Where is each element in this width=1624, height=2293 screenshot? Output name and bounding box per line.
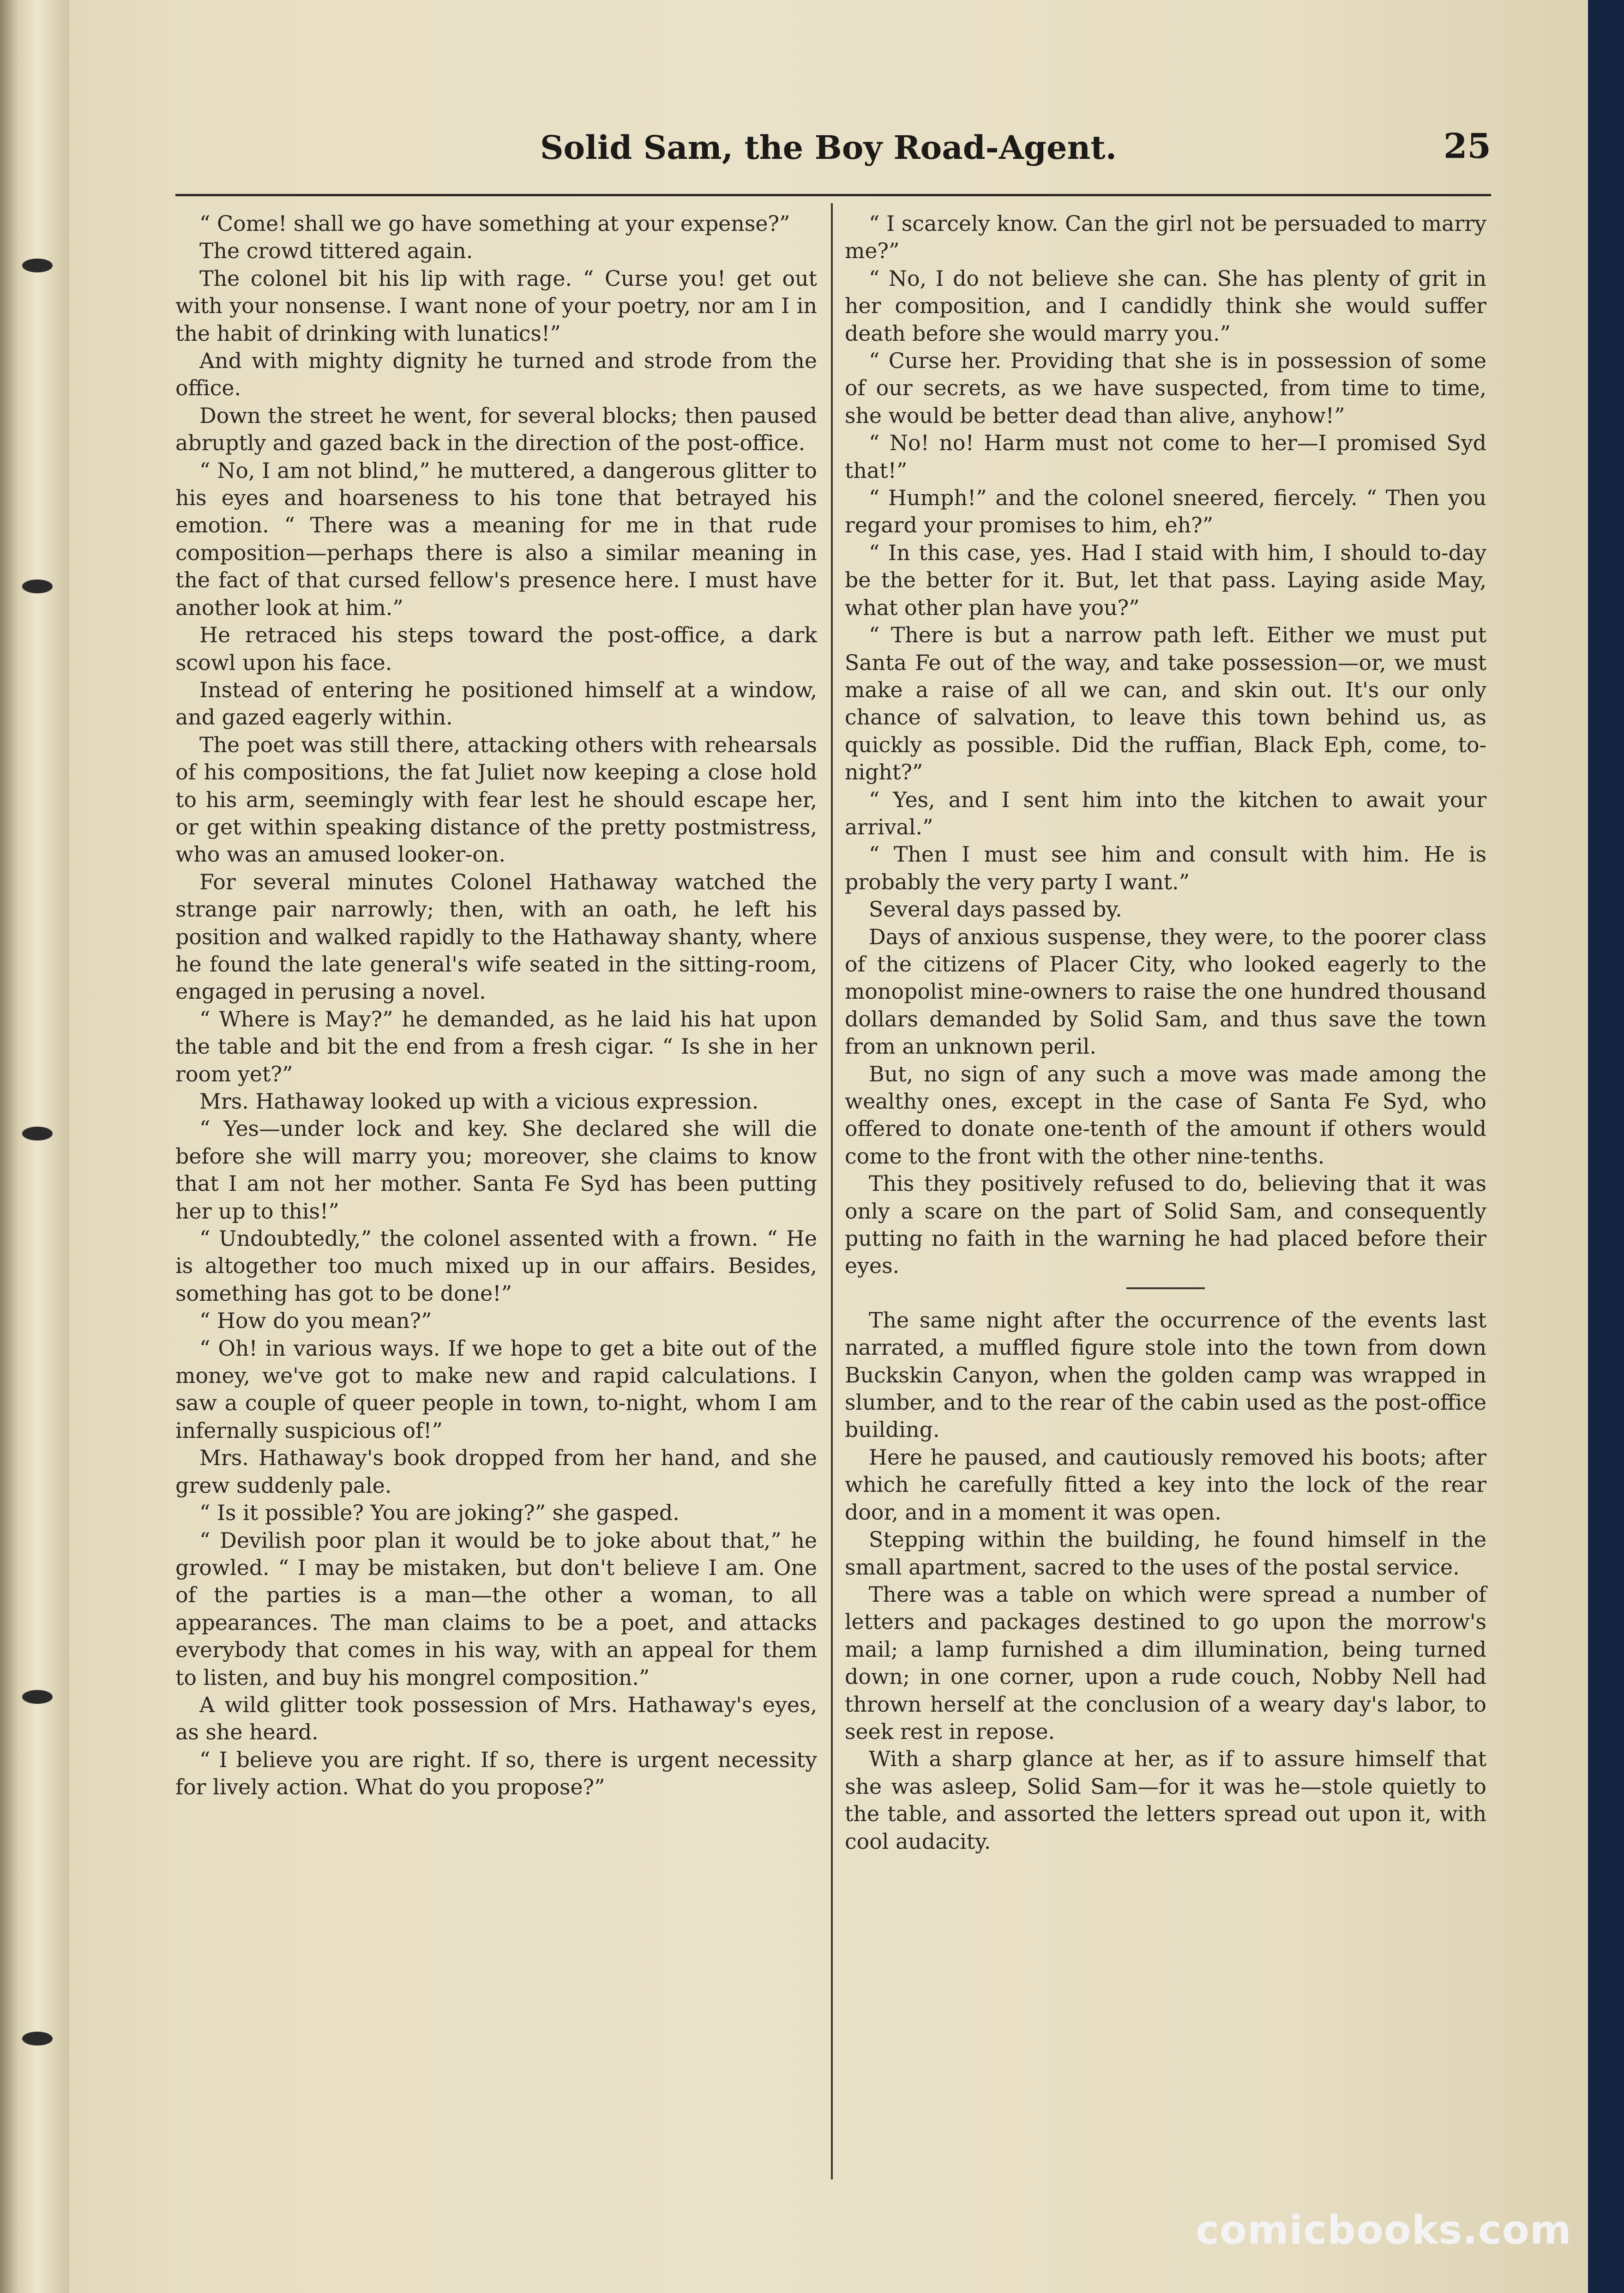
paragraph: And with mighty dignity he turned and strode from the office.: [175, 348, 817, 401]
paragraph: “ Oh! in various ways. If we hope to get a bite out of the money, we've got to make new and rapid calculations. I saw a couple of queer people in town, to-night, whom I am infernally suspicious of!”: [175, 1335, 817, 1443]
column-divider: [831, 203, 833, 2179]
paragraph: “ How do you mean?”: [199, 1308, 432, 1334]
binding-gutter: [0, 0, 69, 2293]
paragraph: The crowd tittered again.: [199, 238, 473, 264]
paragraph: A wild glitter took possession of Mrs. Hathaway's eyes, as she heard.: [175, 1692, 817, 1745]
paragraph: Instead of entering he positioned himself at a window, and gazed eagerly within.: [175, 677, 817, 730]
paragraph: “ Undoubtedly,” the colonel assented with a frown. “ He is altogether too much mixed up in our affairs. Besides, something has got to be done!”: [175, 1226, 817, 1306]
paragraph: This they positively refused to do, believing that it was only a scare on the part of Solid Sam, and consequently putting no faith in the warning he had placed before their eyes.: [845, 1171, 1486, 1279]
paragraph: “ Yes, and I sent him into the kitchen to await your arrival.”: [845, 787, 1486, 839]
right-column-part-one: [845, 210, 1486, 1280]
paragraph: Down the street he went, for several blocks; then paused abruptly and gazed back in the direction of the post-office.: [175, 403, 817, 456]
binding-hole: [22, 579, 53, 593]
paragraph: “ I scarcely know. Can the girl not be persuaded to marry me?”: [845, 211, 1486, 264]
header-rule: [175, 194, 1491, 196]
paragraph: “ There is but a narrow path left. Either we must put Santa Fe out of the way, and take possession—or, we must make a raise of all we can, and skin out. It's our only chance of salvation, to leave this town behind us, as quickly as possible. Did the ruffian, Black Eph, come, to-night?”: [845, 622, 1486, 785]
paragraph: “ In this case, yes. Had I staid with him, I should to-day be the better for it. But, let that pass. Laying aside May, what other plan have you?”: [845, 540, 1486, 620]
paragraph: The colonel bit his lip with rage. “ Curse you! get out with your nonsense. I want none of your poetry, nor am I in the habit of drinking with lunatics!”: [175, 266, 817, 346]
paragraph: “ Then I must see him and consult with him. He is probably the very party I want.”: [845, 842, 1486, 894]
paragraph: “ Where is May?” he demanded, as he laid his hat upon the table and bit the end from a fresh cigar. “ Is she in her room yet?”: [175, 1006, 817, 1086]
paragraph: With a sharp glance at her, as if to assure himself that she was asleep, Solid Sam—for it was he—stole quietly to the table, and assorted the letters spread out upon it, with cool audacity.: [845, 1746, 1486, 1854]
paragraph: He retraced his steps toward the post-office, a dark scowl upon his face.: [175, 622, 817, 675]
paragraph: “ No, I am not blind,” he muttered, a dangerous glitter to his eyes and hoarseness to his tone that betrayed his emotion. “ There was a meaning for me in that rude composition—perhaps there is also a similar meaning in the fact of that cursed fellow's presence here. I must have another look at him.”: [175, 458, 817, 620]
binding-hole: [22, 1127, 53, 1140]
paragraph: “ Curse her. Providing that she is in possession of some of our secrets, as we have suspected, from time to time, she would be better dead than alive, anyhow!”: [845, 348, 1486, 428]
binding-hole: [22, 2032, 53, 2046]
paragraph: “ Humph!” and the colonel sneered, fiercely. “ Then you regard your promises to him, eh?”: [845, 485, 1486, 538]
paragraph: Days of anxious suspense, they were, to the poorer class of the citizens of Placer City, who looked eagerly to the monopolist mine-owners to raise the one hundred thousand dollars demanded by Solid Sam, and thus save the town from an unknown peril.: [845, 924, 1486, 1059]
paragraph: Several days passed by.: [869, 897, 1122, 922]
paragraph: “ No, I do not believe she can. She has plenty of grit in her composition, and I candidly think she would suffer death before she would marry you.”: [845, 266, 1486, 346]
paragraph: For several minutes Colonel Hathaway watched the strange pair narrowly; then, with an oath, he left his position and walked rapidly to the Hathaway shanty, where he found the late general's wife seated in the sitting-room, engaged in perusing a novel.: [175, 869, 817, 1004]
paragraph: “ Come! shall we go have something at your expense?”: [199, 211, 790, 236]
running-header: [175, 124, 1491, 175]
paragraph: Mrs. Hathaway's book dropped from her hand, and she grew suddenly pale.: [175, 1445, 817, 1498]
page-number: 25: [1444, 127, 1491, 166]
paragraph: “ Is it possible? You are joking?” she gasped.: [199, 1500, 680, 1526]
paragraph: “ No! no! Harm must not come to her—I promised Syd that!”: [845, 430, 1486, 483]
paragraph: Stepping within the building, he found himself in the small apartment, sacred to the uses of the postal service.: [845, 1527, 1486, 1580]
binding-hole: [22, 1690, 53, 1704]
paragraph: Here he paused, and cautiously removed his boots; after which he carefully fitted a key into the lock of the rear door, and in a moment it was open.: [845, 1444, 1486, 1525]
left-column: [175, 210, 817, 1801]
right-column: [845, 210, 1486, 1855]
paragraph: The same night after the occurrence of the events last narrated, a muffled figure stole into the town from down Buckskin Canyon, when the golden camp was wrapped in slumber, and to the rear of the cabin used as the post-office building.: [845, 1307, 1486, 1442]
paragraph: “ Devilish poor plan it would be to joke about that,” he growled. “ I may be mistaken, but don't believe I am. One of the parties is a man—the other a woman, to all appearances. The man claims to be a poet, and attacks everybody that comes in his way, with an appeal for them to listen, and buy his mongrel composition.”: [175, 1527, 817, 1690]
running-title: Solid Sam, the Boy Road-Agent.: [540, 128, 1117, 167]
paragraph: The poet was still there, attacking others with rehearsals of his compositions, the fat Juliet now keeping a close hold to his arm, seemingly with fear lest he should escape her, or get within speaking distance of the pretty postmistress, who was an amused looker-on.: [175, 732, 817, 867]
paragraph: “ I believe you are right. If so, there is urgent necessity for lively action. What do you propose?”: [175, 1747, 817, 1800]
paragraph: Mrs. Hathaway looked up with a vicious expression.: [199, 1089, 759, 1114]
binding-hole: [22, 259, 53, 272]
paragraph: But, no sign of any such a move was made among the wealthy ones, except in the case of Santa Fe Syd, who offered to donate one-tenth of the amount if others would come to the front with the other nine-tenths.: [845, 1061, 1486, 1169]
paragraph: “ Yes—under lock and key. She declared she will die before she will marry you; moreover, she claims to know that I am not her mother. Santa Fe Syd has been putting her up to this!”: [175, 1116, 817, 1224]
watermark: comicbooks.com: [1196, 2207, 1572, 2253]
paragraph: There was a table on which were spread a number of letters and packages destined to go upon the morrow's mail; a lamp furnished a dim illumination, being turned down; in one corner, upon a rude couch, Nobby Nell had thrown herself at the conclusion of a weary day's labor, to seek rest in repose.: [845, 1581, 1486, 1744]
right-column-part-two: [845, 1307, 1486, 1855]
section-break-rule: [1126, 1287, 1205, 1289]
